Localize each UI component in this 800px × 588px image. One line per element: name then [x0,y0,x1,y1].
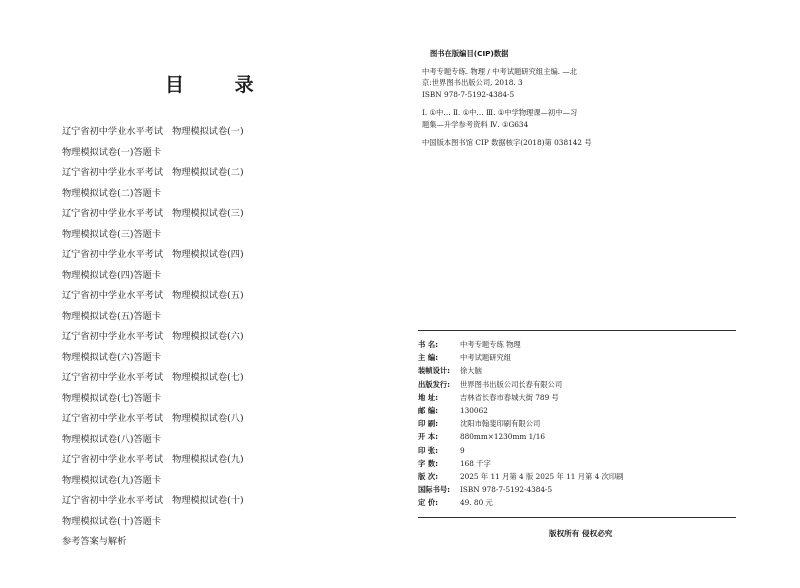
cip-line: 中考专题专练. 物理 / 中考试题研究组主编. —北 [422,66,578,76]
toc-title: 目 录 [165,74,276,96]
toc-item [62,122,362,143]
publication-row [418,483,748,496]
toc-item-subtitle: 物理模拟试卷(七) [172,372,244,383]
publication-label: 印 刷: [418,419,439,429]
rights-notice: 版权所有 侵权必究 [549,529,613,538]
toc-item-text: 辽宁省初中学业水平考试 [62,495,164,506]
cip-heading: 图书在版编目(CIP)数据 [430,49,509,58]
publication-row [418,417,748,430]
publication-value: 吉林省长春市春城大街 789 号 [460,392,559,402]
toc-item [62,348,362,369]
publication-value: 168 千字 [460,458,491,468]
toc-item [62,409,362,430]
publication-row [418,378,748,391]
cip-line: ISBN 978-7-5192-4384-5 [422,89,515,99]
publication-row [418,430,748,443]
toc-item [62,204,362,225]
toc-item [62,266,362,287]
publication-row [418,351,748,364]
toc-item [62,184,362,205]
publication-row [418,391,748,404]
publication-label: 出版发行: [418,379,451,389]
cip-data-block [422,48,782,149]
toc-item [62,491,362,512]
publication-value: 49. 80 元 [460,498,493,508]
publication-label: 字 数: [418,458,439,468]
publication-value: 中考专题专练 物理 [460,340,521,349]
toc-item-text: 参考答案与解析 [62,536,127,547]
cip-line: Ⅰ. ①中… Ⅱ. ①中… Ⅲ. ①中学物理课—初中—习 [422,108,578,117]
toc-item-text: 物理模拟试卷(八)答题卡 [62,433,162,445]
toc-item-text: 辽宁省初中学业水平考试 [62,331,164,342]
publication-value: 130062 [460,405,488,415]
publication-label: 版 次: [418,471,439,481]
publication-row [418,457,748,470]
toc-item-subtitle: 物理模拟试卷(六) [172,331,244,342]
toc-item-text: 物理模拟试卷(四)答题卡 [62,269,162,281]
toc-item-text: 物理模拟试卷(三)答题卡 [62,228,162,240]
toc-item [62,532,362,553]
toc-item-text: 物理模拟试卷(一)答题卡 [62,146,162,158]
toc-item [62,389,362,410]
publication-value: 2025 年 11 月第 4 版 2025 年 11 月第 4 次印刷 [460,471,624,481]
publication-label: 邮 编: [418,405,439,415]
toc-item-subtitle: 物理模拟试卷(四) [172,249,244,260]
toc-item [62,245,362,266]
publication-label: 地 址: [418,392,439,402]
cip-line: 京:世界图书出版公司, 2018. 3 [422,78,523,87]
copyright-page [400,0,800,588]
publication-value: ISBN 978-7-5192-4384-5 [460,485,553,495]
divider-top [418,330,736,331]
toc-list [62,122,362,553]
publication-row [418,338,748,351]
toc-item-text: 物理模拟试卷(七)答题卡 [62,392,162,404]
publication-label: 印 张: [418,445,439,455]
publication-value: 880mm×1230mm 1/16 [460,432,545,442]
cip-line: 中国版本图书馆 CIP 数据核字(2018)第 038142 号 [422,138,592,147]
toc-item-subtitle: 物理模拟试卷(十) [172,495,244,506]
divider-bottom [418,517,736,518]
publication-label: 主 编: [418,353,439,363]
publication-info [418,338,748,509]
toc-item [62,430,362,451]
toc-item-subtitle: 物理模拟试卷(九) [172,454,244,465]
publication-row [418,444,748,457]
publication-label: 装帧设计: [418,366,451,376]
toc-item-subtitle: 物理模拟试卷(八) [172,413,244,424]
toc-item [62,143,362,164]
toc-item [62,450,362,471]
publication-label: 书 名: [418,340,439,349]
toc-item [62,327,362,348]
toc-item-text: 物理模拟试卷(六)答题卡 [62,351,162,363]
toc-item [62,286,362,307]
publication-value: 沈阳市翰斐印刷有限公司 [460,419,541,429]
publication-row [418,470,748,483]
publication-value: 中考试题研究组 [460,353,512,363]
toc-item-subtitle: 物理模拟试卷(五) [172,290,244,301]
toc-item [62,163,362,184]
toc-item-text: 物理模拟试卷(九)答题卡 [62,474,162,486]
toc-item-text: 辽宁省初中学业水平考试 [62,167,164,178]
publication-value: 徐大脑 [460,366,482,376]
publication-row [418,496,748,509]
toc-item-text: 物理模拟试卷(二)答题卡 [62,187,162,199]
publication-row [418,364,748,377]
toc-item [62,512,362,533]
toc-item-subtitle: 物理模拟试卷(二) [172,167,244,178]
toc-item-subtitle: 物理模拟试卷(一) [172,126,244,137]
toc-item-text: 辽宁省初中学业水平考试 [62,126,164,137]
publication-label: 开 本: [418,432,439,442]
toc-item-text: 辽宁省初中学业水平考试 [62,249,164,260]
toc-item-text: 物理模拟试卷(十)答题卡 [62,515,162,527]
toc-item [62,368,362,389]
publication-label: 国际书号: [418,485,451,495]
publication-row [418,404,748,417]
toc-item-text: 辽宁省初中学业水平考试 [62,372,164,383]
toc-item [62,471,362,492]
toc-item-text: 辽宁省初中学业水平考试 [62,208,164,219]
publication-value: 9 [460,445,465,455]
toc-item [62,225,362,246]
publication-label: 定 价: [418,498,439,508]
toc-item-text: 辽宁省初中学业水平考试 [62,413,164,424]
toc-item-text: 辽宁省初中学业水平考试 [62,454,164,465]
toc-item [62,307,362,328]
cip-line: 题集—升学参考资料 Ⅳ. ①G634 [422,119,529,129]
publication-value: 世界图书出版公司长春有限公司 [460,379,563,389]
toc-item-text: 辽宁省初中学业水平考试 [62,290,164,301]
toc-item-text: 物理模拟试卷(五)答题卡 [62,310,162,322]
toc-item-subtitle: 物理模拟试卷(三) [172,208,244,219]
